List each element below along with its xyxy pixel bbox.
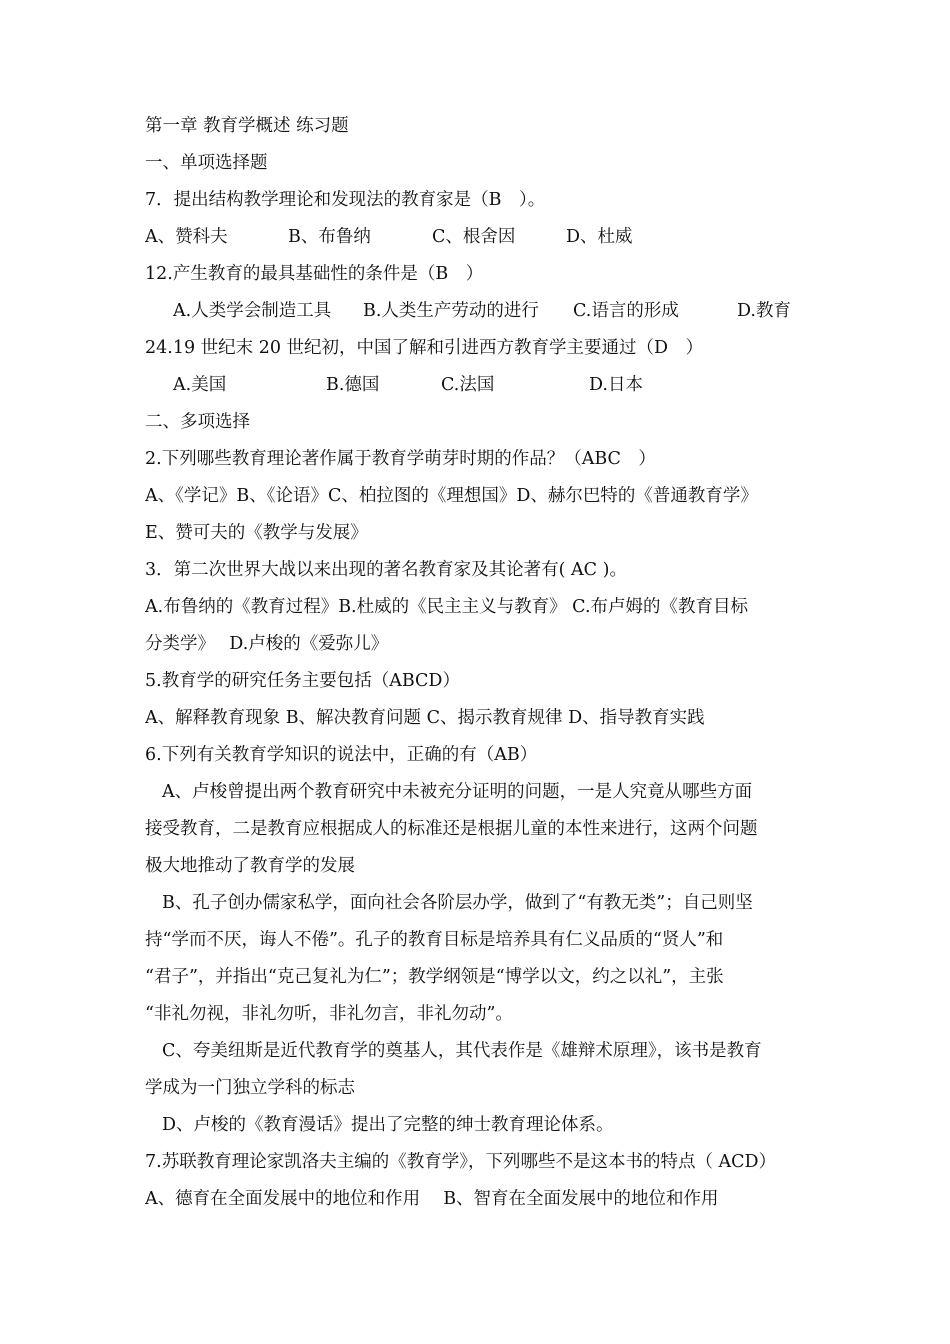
section-heading-multiple-choice: 二、多项选择 <box>145 412 250 432</box>
multi-question-6-option-c-cont: 学成为一门独立学科的标志 <box>145 1078 355 1098</box>
option-a: A.人类学会制造工具 <box>173 301 332 321</box>
multi-question-6-option-a-cont: 极大地推动了教育学的发展 <box>145 856 355 876</box>
multi-question-7-stem: 7.苏联教育理论家凯洛夫主编的《教育学》，下列哪些不是这本书的特点（ ACD） <box>145 1152 777 1172</box>
multi-question-6-option-b-cont: 持“学而不厌，诲人不倦”。孔子的教育目标是培养具有仁义品质的“贤人”和 <box>145 930 724 950</box>
page-title: 第一章 教育学概述 练习题 <box>145 116 349 136</box>
option-d: D.教育 <box>737 301 791 321</box>
option-a: A.美国 <box>173 375 227 395</box>
multi-question-6-option-d: D、卢梭的《教育漫话》提出了完整的绅士教育理论体系。 <box>162 1115 614 1135</box>
multi-question-6-option-c: C、夸美纽斯是近代教育学的奠基人，其代表作是《雄辩术原理》，该书是教育 <box>162 1041 762 1061</box>
multi-question-5-stem: 5.教育学的研究任务主要包括（ABCD） <box>145 671 460 691</box>
multi-question-6-option-b-cont: “君子”，并指出“克己复礼为仁”；教学纲领是“博学以文，约之以礼”，主张 <box>145 967 724 987</box>
question-12-options <box>145 293 815 330</box>
option-b: B、布鲁纳 <box>288 227 371 247</box>
option-d: D.日本 <box>589 375 643 395</box>
multi-question-6-option-b-cont: “非礼勿视，非礼勿听，非礼勿言，非礼勿动”。 <box>145 1004 513 1024</box>
multi-question-3-stem: 3．第二次世界大战以来出现的著名教育家及其论著有( AC )。 <box>145 560 627 580</box>
section-heading-single-choice: 一、单项选择题 <box>145 153 268 173</box>
question-12-stem: 12.产生教育的最具基础性的条件是（B ） <box>145 264 484 284</box>
multi-question-6-option-a: A、卢梭曾提出两个教育研究中未被充分证明的问题，一是人究竟从哪些方面 <box>162 782 753 802</box>
question-24-stem: 24.19 世纪末 20 世纪初，中国了解和引进西方教育学主要通过（D ） <box>145 338 704 358</box>
multi-question-5-options-line: A、解释教育现象 B、解决教育问题 C、揭示教育规律 D、指导教育实践 <box>145 708 705 728</box>
multi-question-6-option-b: B、孔子创办儒家私学，面向社会各阶层办学，做到了“有教无类”；自己则坚 <box>162 893 753 913</box>
question-24-options <box>145 367 815 404</box>
option-c: C、根舍因 <box>432 227 516 247</box>
option-c: C.法国 <box>441 375 495 395</box>
multi-question-2-stem: 2.下列哪些教育理论著作属于教育学萌芽时期的作品？（ABC ） <box>145 449 656 469</box>
document-page <box>145 108 815 1218</box>
option-a: A、赞科夫 <box>145 227 228 247</box>
option-b: B.人类生产劳动的进行 <box>363 301 539 321</box>
option-c: C.语言的形成 <box>573 301 679 321</box>
multi-question-6-option-a-cont: 接受教育，二是教育应根据成人的标准还是根据儿童的本性来进行，这两个问题 <box>145 819 758 839</box>
multi-question-3-options-line: A.布鲁纳的《教育过程》B.杜威的《民主主义与教育》 C.布卢姆的《教育目标 <box>145 597 749 617</box>
question-7-stem: 7．提出结构教学理论和发现法的教育家是（B ）。 <box>145 190 546 210</box>
multi-question-6-stem: 6.下列有关教育学知识的说法中，正确的有（AB） <box>145 745 538 765</box>
multi-question-2-options-line: A、《学记》B、《论语》C、柏拉图的《理想国》D、赫尔巴特的《普通教育学》 <box>145 486 758 506</box>
multi-question-2-options-line: E、赞可夫的《教学与发展》 <box>145 523 368 543</box>
option-b: B.德国 <box>326 375 380 395</box>
multi-question-3-options-line: 分类学》 D.卢梭的《爱弥儿》 <box>145 634 389 654</box>
question-7-options <box>145 219 815 256</box>
multi-question-7-options-line: A、德育在全面发展中的地位和作用 B、智育在全面发展中的地位和作用 <box>145 1189 719 1209</box>
option-d: D、杜威 <box>566 227 633 247</box>
